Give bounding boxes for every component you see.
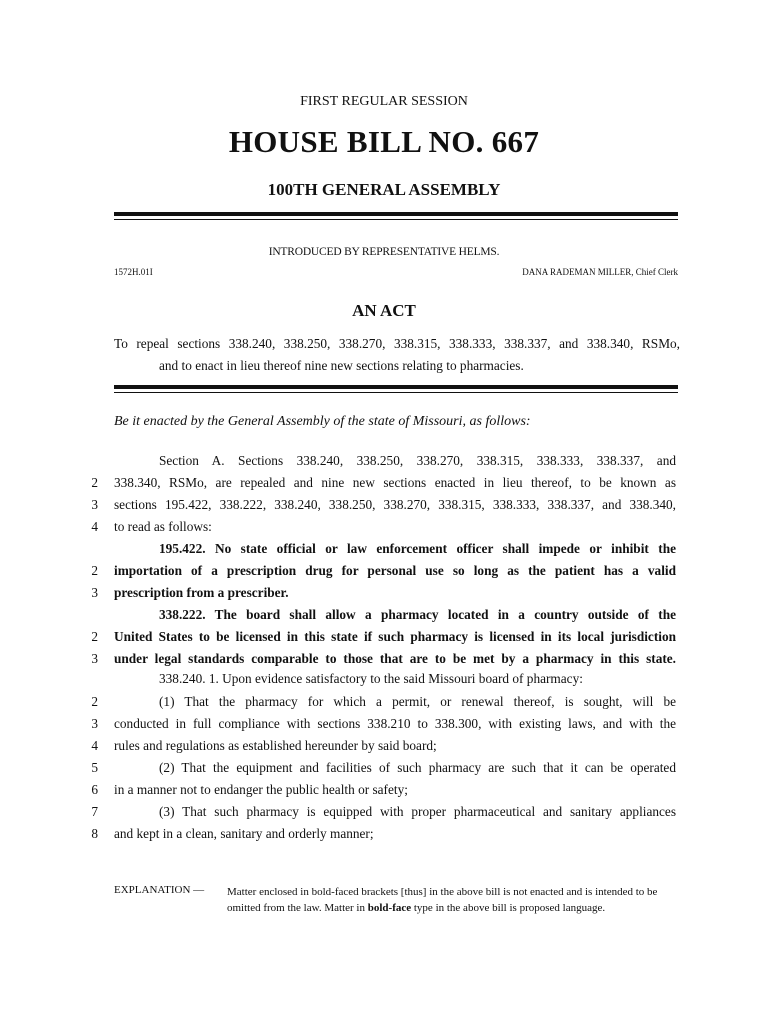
line-number: 3 — [91, 585, 98, 600]
explanation-label: EXPLANATION — — [114, 884, 205, 896]
double-rule-top-thin — [114, 219, 678, 220]
section-338-240-line-2: (1) That the pharmacy for which a permit, or renewal thereof, is sought, will be — [159, 694, 676, 709]
line-number: 3 — [91, 716, 98, 731]
explanation-text-part-1: Matter enclosed in bold-faced brackets [thus] in the above bill is not enacted and is intended to be omitted from the law. Matter in — [227, 886, 658, 914]
section-338-240-line-3: conducted in full compliance with sections 338.210 to 338.300, with existing laws, and with the — [114, 716, 676, 731]
act-purpose-line-2: and to enact in lieu thereof nine new sections relating to pharmacies. — [159, 358, 524, 373]
line-number: 6 — [91, 782, 98, 797]
double-rule-bottom-thin — [114, 392, 678, 393]
assembly-label: 100TH GENERAL ASSEMBLY — [267, 180, 501, 199]
document-code: 1572H.01I — [114, 267, 153, 277]
line-number: 8 — [91, 826, 98, 841]
chief-clerk: DANA RADEMAN MILLER, Chief Clerk — [522, 267, 678, 277]
line-number: 5 — [91, 760, 98, 775]
section-195-422-line-1: 195.422. No state official or law enforcement officer shall impede or inhibit the — [159, 541, 676, 556]
line-number: 4 — [91, 519, 98, 534]
act-purpose — [114, 333, 680, 377]
line-number: 2 — [91, 475, 98, 490]
enacting-clause: Be it enacted by the General Assembly of the state of Missouri, as follows: — [114, 414, 531, 429]
explanation-text — [227, 884, 679, 916]
line-number: 2 — [91, 629, 98, 644]
section-a-line-2: 338.340, RSMo, are repealed and nine new sections enacted in lieu thereof, to be known as — [114, 475, 676, 490]
section-338-222-line-3: under legal standards comparable to those that are to be met by a pharmacy in this state. — [114, 651, 676, 666]
line-number: 7 — [91, 804, 98, 819]
section-338-240-line-7: (3) That such pharmacy is equipped with proper pharmaceutical and sanitary appliances — [159, 804, 676, 819]
section-338-222-line-2: United States to be licensed in this state if such pharmacy is licensed in its local jurisdiction — [114, 629, 676, 644]
section-338-240-line-1: 338.240. 1. Upon evidence satisfactory to the said Missouri board of pharmacy: — [159, 671, 583, 686]
line-number: 4 — [91, 738, 98, 753]
section-a-line-4: to read as follows: — [114, 519, 212, 534]
section-195-422-line-2: importation of a prescription drug for personal use so long as the patient has a valid — [114, 563, 676, 578]
introduced-by: INTRODUCED BY REPRESENTATIVE HELMS. — [268, 246, 500, 258]
act-heading: AN ACT — [352, 301, 416, 320]
section-338-222-line-1: 338.222. The board shall allow a pharmacy located in a country outside of the — [159, 607, 676, 622]
line-number: 2 — [91, 563, 98, 578]
double-rule-bottom-thick — [114, 385, 678, 389]
line-number: 3 — [91, 651, 98, 666]
section-a-line-3: sections 195.422, 338.222, 338.240, 338.250, 338.270, 338.315, 338.333, 338.337, and 338.340, — [114, 497, 676, 512]
line-number: 2 — [91, 694, 98, 709]
section-195-422-line-3: prescription from a prescriber. — [114, 585, 289, 600]
section-338-240-line-4: rules and regulations as established hereunder by said board; — [114, 738, 437, 753]
session-label: FIRST REGULAR SESSION — [300, 94, 468, 109]
section-a-line-1: Section A. Sections 338.240, 338.250, 338.270, 338.315, 338.333, 338.337, and — [159, 453, 676, 468]
act-purpose-line-1: To repeal sections 338.240, 338.250, 338.270, 338.315, 338.333, 338.337, and 338.340, RSMo, — [114, 336, 680, 351]
section-338-240-line-5: (2) That the equipment and facilities of such pharmacy are such that it can be operated — [159, 760, 676, 775]
explanation-text-part-2: type in the above bill is proposed language. — [411, 902, 606, 914]
section-338-240-line-6: in a manner not to endanger the public health or safety; — [114, 782, 408, 797]
line-number: 3 — [91, 497, 98, 512]
bold-face-sample: bold-face — [367, 902, 412, 914]
double-rule-top-thick — [114, 212, 678, 216]
bill-title: HOUSE BILL NO. 667 — [228, 124, 540, 159]
section-338-240-line-8: and kept in a clean, sanitary and orderly manner; — [114, 826, 374, 841]
